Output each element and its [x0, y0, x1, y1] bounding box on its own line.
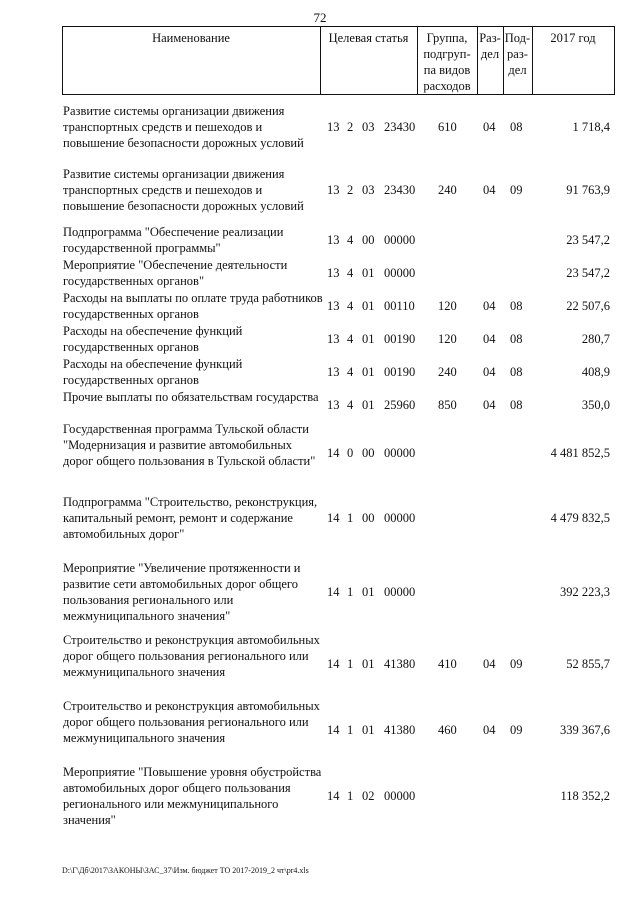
row-name: Прочие выплаты по обязательствам государства [63, 390, 319, 404]
header-name: Наименование [152, 31, 230, 45]
row-name: Подпрограмма "Строительство, реконструкция, капитальный ремонт, ремонт и содержание автомобильных дорог" [63, 495, 318, 541]
table-row: Расходы на обеспечение функций государственных органов 13 4 01 00190 120 04 08 280,7 [63, 324, 610, 354]
table-row: Строительство и реконструкция автомобильных дорог общего пользования регионального или межмуниципального значения 14 1 01 41380 460 04 09 339 367,6 [63, 699, 610, 745]
row-name: Развитие системы организации движения транспортных средств и пешеходов и повышение безопасности дорожных условий [63, 167, 304, 213]
header-subsection: Под- раз- дел [504, 31, 531, 77]
table-row: Мероприятие "Обеспечение деятельности государственных органов" 13 4 01 00000 23 547,2 [63, 258, 610, 288]
row-name: Расходы на обеспечение функций государственных органов [63, 357, 243, 387]
header-border [614, 26, 615, 95]
header-year: 2017 год [550, 31, 596, 45]
header-group: Группа, подгруп- па видов расходов [423, 31, 471, 93]
row-name: Подпрограмма "Обеспечение реализации государственной программы" [63, 225, 284, 255]
file-path-footer: D:\Г\Дб\2017\ЗАКОНЫ\ЗАС_37\Изм. бюджет ТО 2017-2019_2 чт\pr4.xls [62, 866, 309, 875]
row-name: Государственная программа Тульской области "Модернизация и развитие автомобильных дорог общего пользования в Тульской области" [63, 422, 316, 468]
row-name: Мероприятие "Обеспечение деятельности государственных органов" [63, 258, 288, 288]
row-name: Развитие системы организации движения транспортных средств и пешеходов и повышение безопасности дорожных условий [63, 104, 304, 150]
row-name: Мероприятие "Увеличение протяженности и развитие сети автомобильных дорог общего пользования регионального или межмуниципального значения" [63, 561, 301, 623]
table-row: Мероприятие "Повышение уровня обустройства автомобильных дорог общего пользования регионального или межмуниципального значения" 14 1 02 00000 118 352,2 [63, 765, 610, 827]
row-name: Расходы на обеспечение функций государственных органов [63, 324, 243, 354]
table-row: Подпрограмма "Строительство, реконструкция, капитальный ремонт, ремонт и содержание автомобильных дорог" 14 1 00 00000 4 479 832,5 [63, 495, 610, 541]
header-section: Раз- дел [479, 31, 501, 61]
table-row: Строительство и реконструкция автомобильных дорог общего пользования регионального или межмуниципального значения 14 1 01 41380 410 04 09 52 855,7 [63, 633, 610, 679]
header-target: Целевая статья [328, 31, 409, 45]
table-row: Развитие системы организации движения транспортных средств и пешеходов и повышение безопасности дорожных условий 13 2 03 23430 240 04 09 91 763,9 [63, 167, 610, 213]
page-number: 72 [313, 10, 327, 25]
row-name: Мероприятие "Повышение уровня обустройства автомобильных дорог общего пользования регионального или межмуниципального значения" [63, 765, 322, 827]
table-row: Мероприятие "Увеличение протяженности и развитие сети автомобильных дорог общего пользования регионального или межмуниципального значения" 14 1 01 00000 392 223,3 [63, 561, 610, 623]
table-row: Прочие выплаты по обязательствам государства 13 4 01 25960 850 04 08 350,0 [63, 390, 610, 412]
table-row: Государственная программа Тульской области "Модернизация и развитие автомобильных дорог общего пользования в Тульской области" 14 0 00 00000 4 481 852,5 [63, 422, 610, 468]
row-name: Расходы на выплаты по оплате труда работников государственных органов [63, 291, 323, 321]
row-name: Строительство и реконструкция автомобильных дорог общего пользования регионального или межмуниципального значения [63, 699, 320, 745]
table-row: Подпрограмма "Обеспечение реализации государственной программы" 13 4 00 00000 23 547,2 [63, 225, 610, 255]
table-row: Развитие системы организации движения транспортных средств и пешеходов и повышение безопасности дорожных условий 13 2 03 23430 610 04 08 1 718,4 [63, 104, 610, 150]
row-name: Строительство и реконструкция автомобильных дорог общего пользования регионального или межмуниципального значения [63, 633, 320, 679]
table-row: Расходы на обеспечение функций государственных органов 13 4 01 00190 240 04 08 408,9 [63, 357, 610, 387]
table-row: Расходы на выплаты по оплате труда работников государственных органов 13 4 01 00110 120 04 08 22 507,6 [63, 291, 610, 321]
